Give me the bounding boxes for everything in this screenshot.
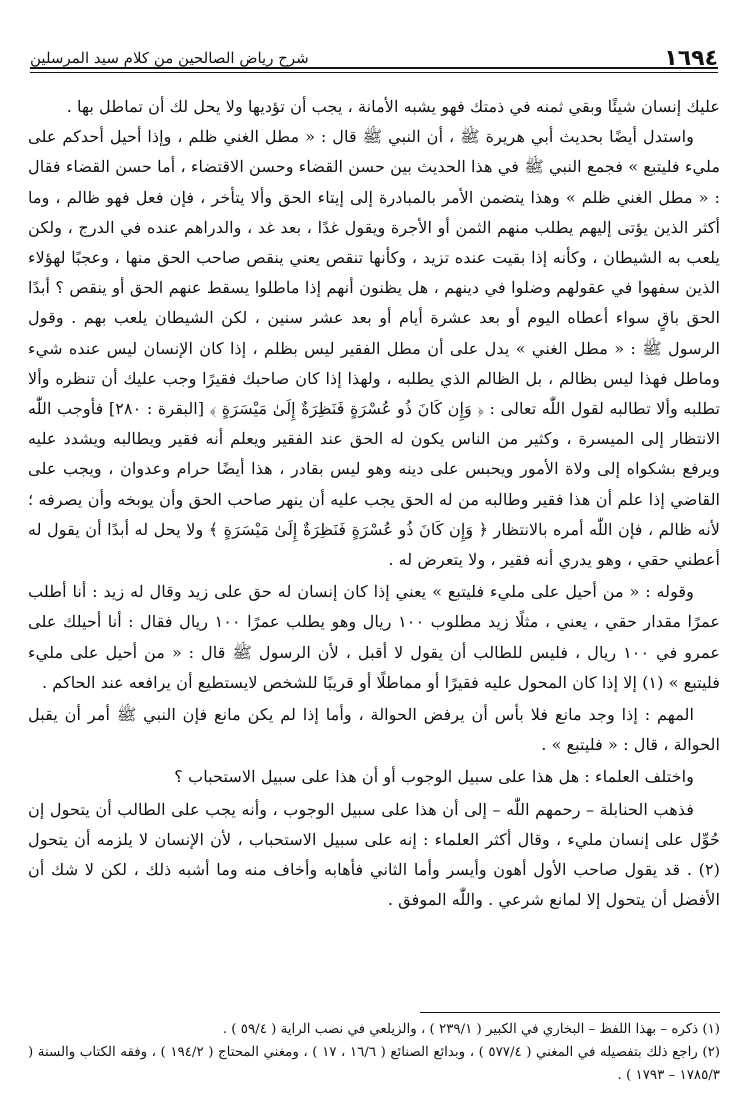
footnotes	[28, 1018, 720, 1087]
paragraph: وقوله : « من أحيل على مليء فليتبع » يعني إذا كان إنسان له حق على زيد وقال له زيد : أنا أطلب عمرًا مقدار حقي ، يعني ، مثلًا زيد مطلوب ١٠٠ ريال وهو يطلب عمرًا ١٠٠ ريال فقال : أنا أحيلك على عمرو في ١٠٠ ريال ، فليس للطالب أن يقول لا أقبل ، لأن الرسول ﷺ قال : « من أحيل على مليء فليتبع » (١) إلا إذا كان المحول عليه فقيرًا أو مماطلًا أو قريبًا للشخص لايستطيع أن يرافعه عند الحاكم .	[28, 582, 720, 692]
header-rule	[30, 67, 718, 73]
footnote: (١) ذكره – بهذا اللفظ – البخاري في الكبير ( ٢٣٩/١ ) ، والزيلعي في نصب الراية ( ٥٩/٤ ) .	[222, 1022, 720, 1037]
running-title: شرح رياض الصالحين من كلام سيد المرسلين	[30, 49, 309, 67]
body-text	[28, 92, 720, 915]
footnote-rule	[420, 1012, 720, 1013]
paragraph: المهم : إذا وجد مانع فلا بأس أن يرفض الحوالة ، وأما إذا لم يكن مانع فإن النبي ﷺ أمر أن يقبل الحوالة ، قال : « فليتبع » .	[28, 705, 720, 755]
footnote: (٢) راجع ذلك بتفصيله في المغني ( ٥٧٧/٤ ) ، وبدائع الصنائع ( ١٦/٦ ، ١٧ ) ، ومغني المحتاج ( ١٩٤/٢ ) ، وفقه الكتاب والسنة ( ١٧٨٥/٣ – ١٧٩٣ ) .	[28, 1045, 721, 1083]
paragraph: واستدل أيضًا بحديث أبي هريرة ﷺ ، أن النبي ﷺ قال : « مطل الغني ظلم ، وإذا أحيل أحدكم على مليء فليتبع » فجمع النبي ﷺ في هذا الحديث بين حسن القضاء وحسن الاقتضاء ، أما حسن القضاء فقال : « مطل الغني ظلم » وهذا يتضمن الأمر بالمبادرة إلى إيتاء الحق وألا يتأخر ، فإن فعل فهو ظالم ، وما أكثر الذين يؤتى إليهم يطلب منهم الثمن أو الأجرة ويقول غدًا ، بعد غد ، والدراهم عنده في الدرج ، ولكن يلعب به الشيطان ، وكأنه إذا بقيت عنده تزيد ، وكأنها تنقص يعني ينقص صاحب الحق منها ، وعجبًا لهؤلاء الذين سفهوا في عقولهم وضلوا في دينهم ، هل يظنون أنهم إذا ماطلوا يسقط عنهم الحق أو ينقص ؟ أبدًا الحق باقٍ سواء أعطاه اليوم أو بعد عشرة أيام أو بعد عشر سنين ، لكن الشيطان يلعب بهم . وقول الرسول ﷺ : « مطل الغني » يدل على أن مطل الفقير ليس بظلم ، إذا كان الإنسان ليس عنده شيء وماطل فهذا ليس بظالم ، بل الظالم الذي يطلبه ، ولهذا إذا كان صاحبك فقيرًا وجب عليك أن تنظره وألا تطلبه وألا تطالبه لقول اللّٰه تعالى : ﴿ وَإِن كَانَ ذُو عُسْرَةٍ فَنَظِرَةٌ إِلَىٰ مَيْسَرَةٍ ﴾ [البقرة : ٢٨٠] فأوجب اللّٰه الانتظار إلى الميسرة ، وكثير من الناس يكون له الحق عند الفقير ويعلم أنه فقير ويطالبه ويشدد عليه ويرفع بشكواه إلى ولاة الأمور ويحبس على دينه وهو ليس بقادر ، هذا أيضًا حرام وعدوان ، ويجب على القاضي إذا علم أن هذا فقير وطالبه من له الحق يجب عليه أن ينهر صاحب الحق وأن يوبخه وأن يصرفه ؛ لأنه ظالم ، فإن اللّٰه أمره بالانتظار ﴿ وَإِن كَانَ ذُو عُسْرَةٍ فَنَظِرَةٌ إِلَىٰ مَيْسَرَةٍ ﴾ ولا يحل له أبدًا أن يقول له أعطني حقي ، وهو يدري أنه فقير ، ولا يتعرض له .	[28, 127, 721, 570]
paragraph: فذهب الحنابلة – رحمهم اللّٰه – إلى أن هذا على سبيل الوجوب ، وأنه يجب على الطالب أن يتحول إن حُوِّل على إنسان مليء ، وقال أكثر العلماء : إنه على سبيل الاستحباب ، لأن الإنسان لا يلزمه أن يتحول (٢) . قد يقول صاحب الأول أهون وأيسر وأما الثاني فأهابه وأخاف منه وما أشبه ذلك ، لكن لا شك أن الأفضل أن يتحول إلا لمانع شرعي . واللّٰه الموفق .	[28, 799, 720, 910]
paragraph: عليك إنسان شيئًا وبقي ثمنه في ذمتك فهو يشبه الأمانة ، يجب أن تؤديها ولا يحل لك أن تماطل بها .	[66, 97, 720, 116]
paragraph: واختلف العلماء : هل هذا على سبيل الوجوب أو أن هذا على سبيل الاستحباب ؟	[174, 767, 694, 787]
page-number: ١٦٩٤	[664, 45, 718, 71]
